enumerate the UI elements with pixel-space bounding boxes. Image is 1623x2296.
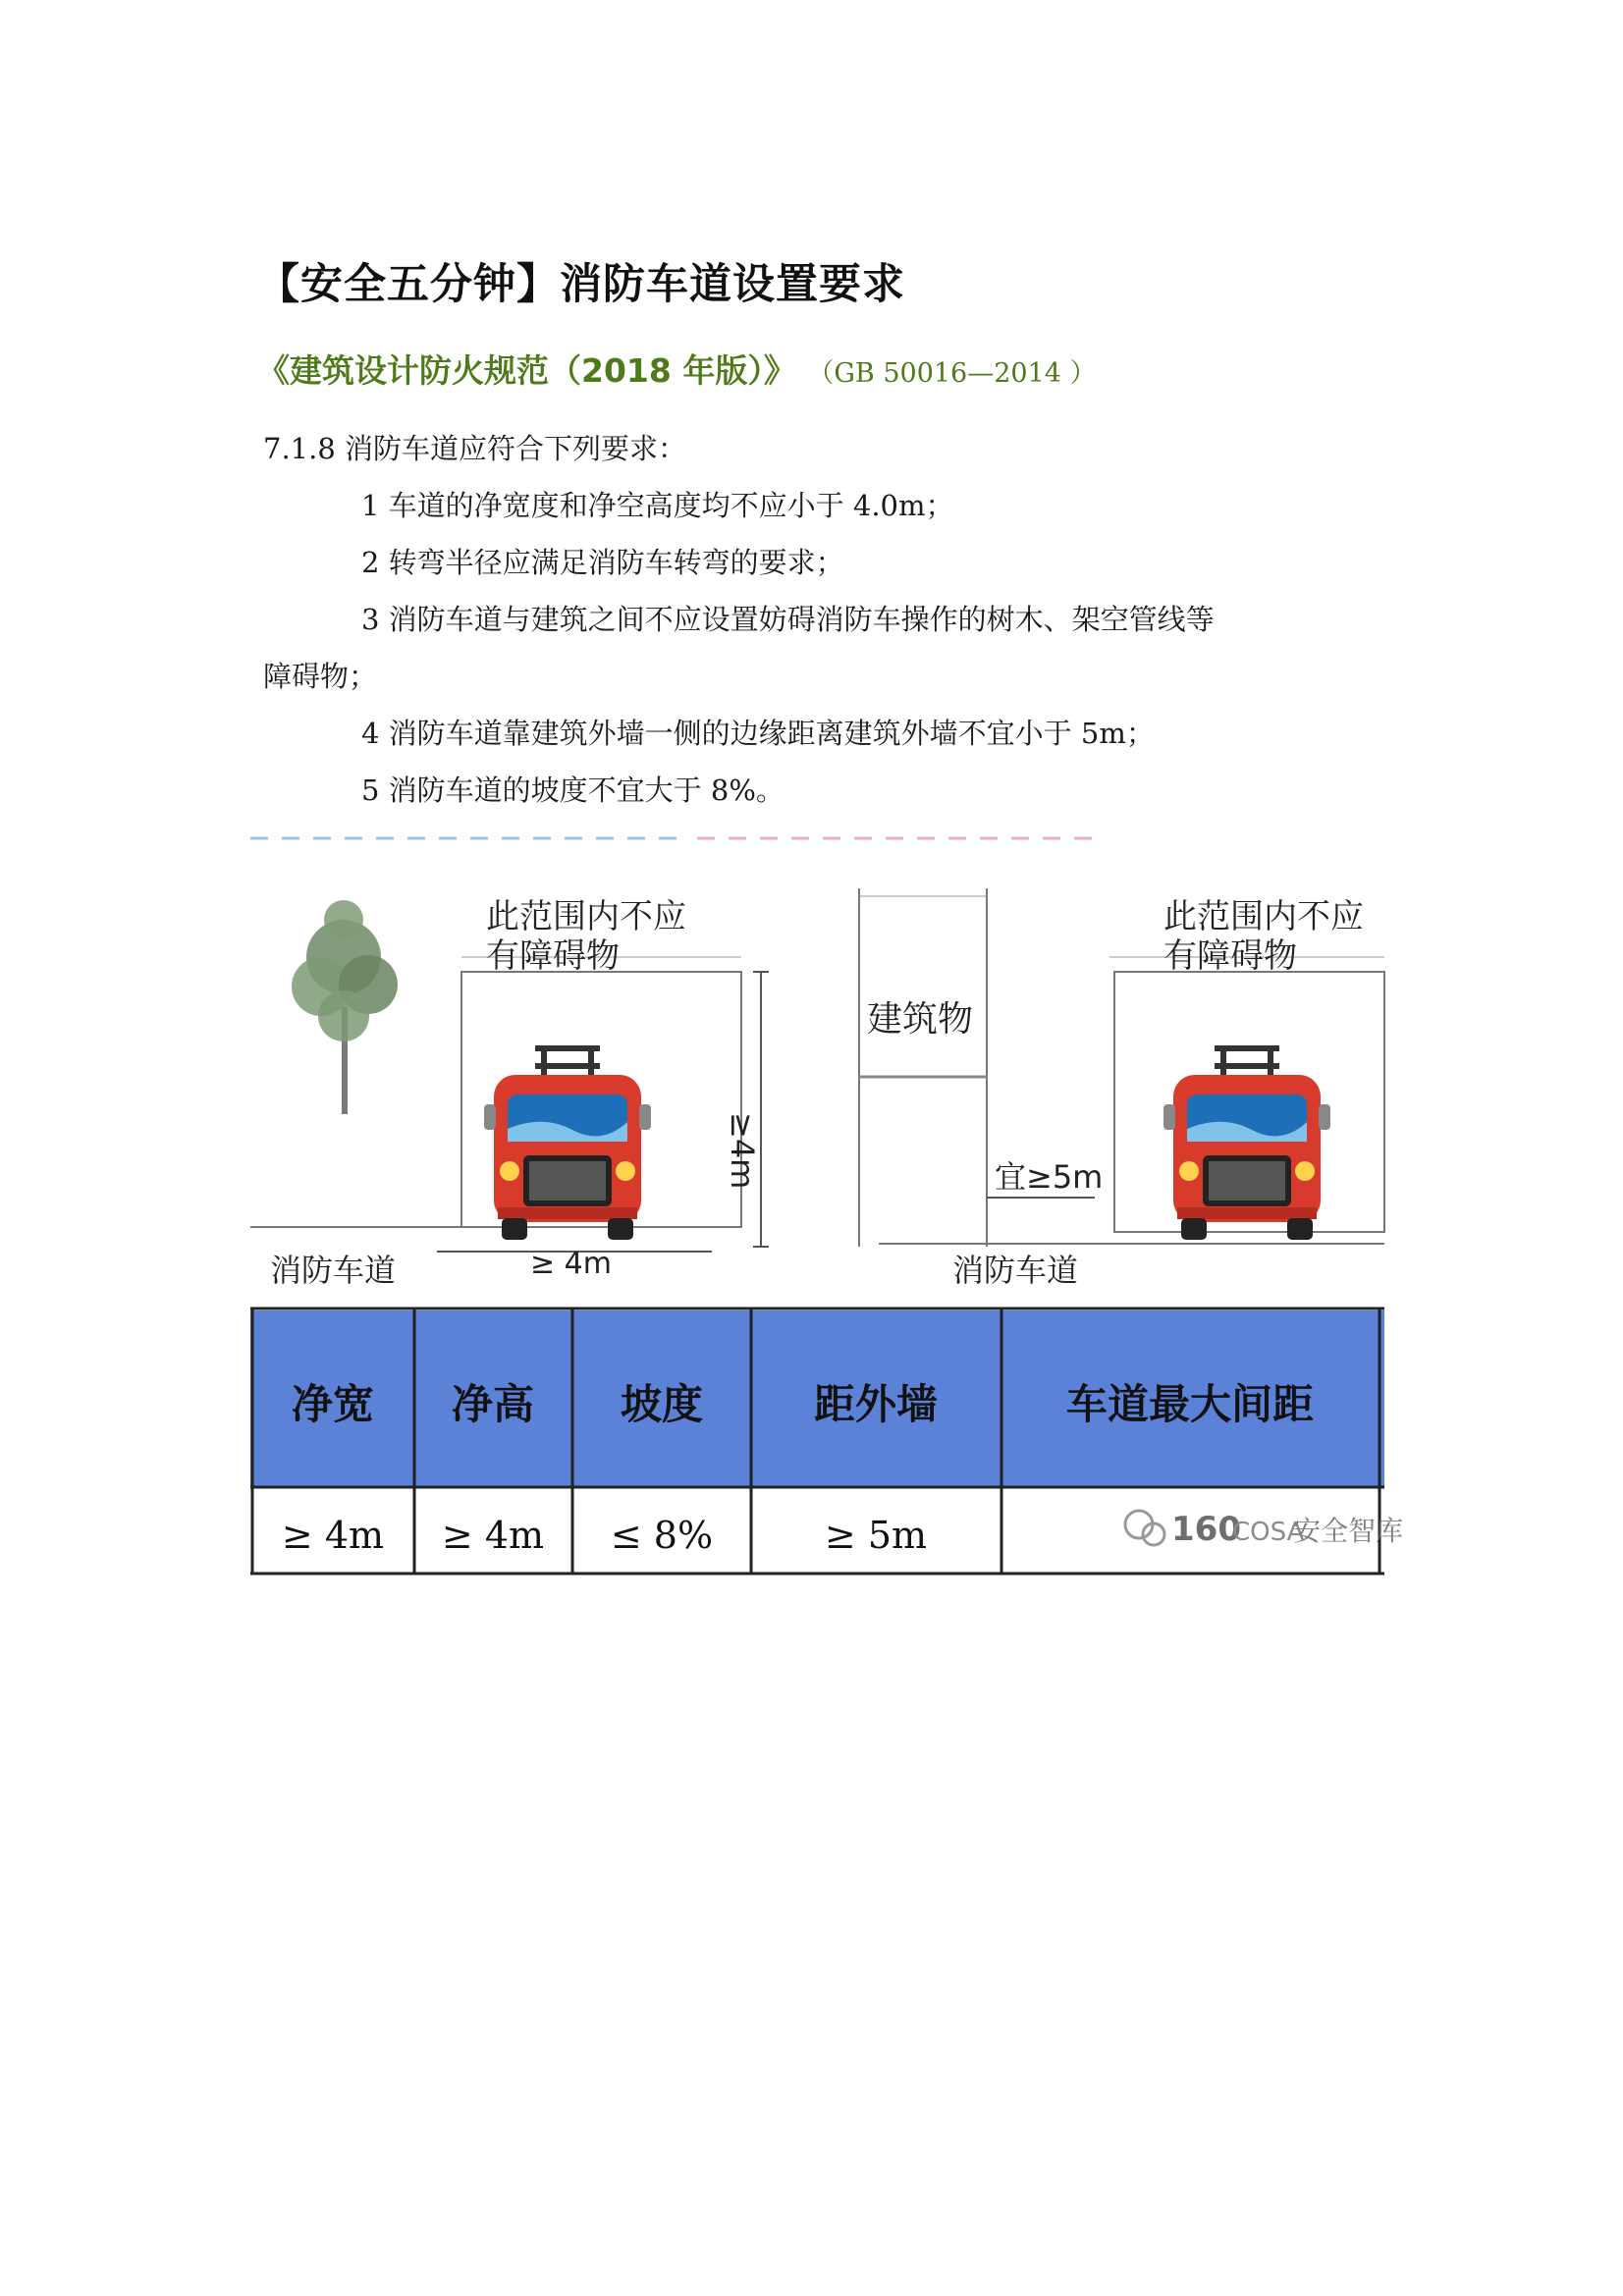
clause-item-5: 5 消防车道的坡度不宜大于 8%。 [361,774,784,807]
fire-lane-diagram [250,869,1404,1585]
watermark-cut-number: 160 [1171,1510,1241,1549]
clause-heading: 7.1.8 消防车道应符合下列要求： [263,432,687,465]
zone-label-line2: 有障碍物 [486,936,620,976]
table-value-wall-distance: ≥ 5m [824,1514,928,1557]
table-header-width: 净宽 [291,1380,375,1428]
standard-code: （GB 50016—2014 ） [807,358,1097,389]
clause-item-3-continued: 障碍物； [263,660,378,693]
distance-label: 宜≥5m [995,1158,1104,1196]
zone-label-line1: 此范围内不应 [486,897,686,936]
standard-title [257,346,1097,392]
dashed-separator [250,836,1095,840]
height-label: ≥4m [724,1112,761,1190]
standard-name: 《建筑设计防火规范（2018 年版）》 [257,351,796,390]
table-value-slope: ≤ 8% [610,1514,714,1557]
watermark-text: 安全智库 [1293,1515,1404,1547]
clause-item-2: 2 转弯半径应满足消防车转弯的要求； [361,546,844,579]
zone-label-right-line2: 有障碍物 [1163,936,1297,976]
table-header-slope: 坡度 [620,1380,704,1428]
table-value-width: ≥ 4m [281,1514,385,1557]
zone-label-right-line1: 此范围内不应 [1163,897,1364,936]
watermark-prefix: COSA [1232,1518,1305,1547]
road-label-left: 消防车道 [270,1252,397,1289]
tree-icon [292,900,398,1114]
clause-item-3: 3 消防车道与建筑之间不应设置妨碍消防车操作的树木、架空管线等 [361,603,1215,636]
building-label: 建筑物 [867,999,974,1040]
clause-item-1: 1 车道的净宽度和净空高度均不应小于 4.0m； [361,489,954,522]
width-label: ≥ 4m [530,1247,612,1281]
table-value-height: ≥ 4m [441,1514,545,1557]
table-header-max-spacing: 车道最大间距 [1065,1380,1315,1428]
table-header-wall-distance: 距外墙 [813,1380,939,1428]
table-header-height: 净高 [451,1380,535,1428]
road-label-right: 消防车道 [952,1252,1079,1289]
clause-item-4: 4 消防车道靠建筑外墙一侧的边缘距离建筑外墙不宜小于 5m； [361,717,1155,750]
page-title: 【安全五分钟】消防车道设置要求 [257,260,905,309]
